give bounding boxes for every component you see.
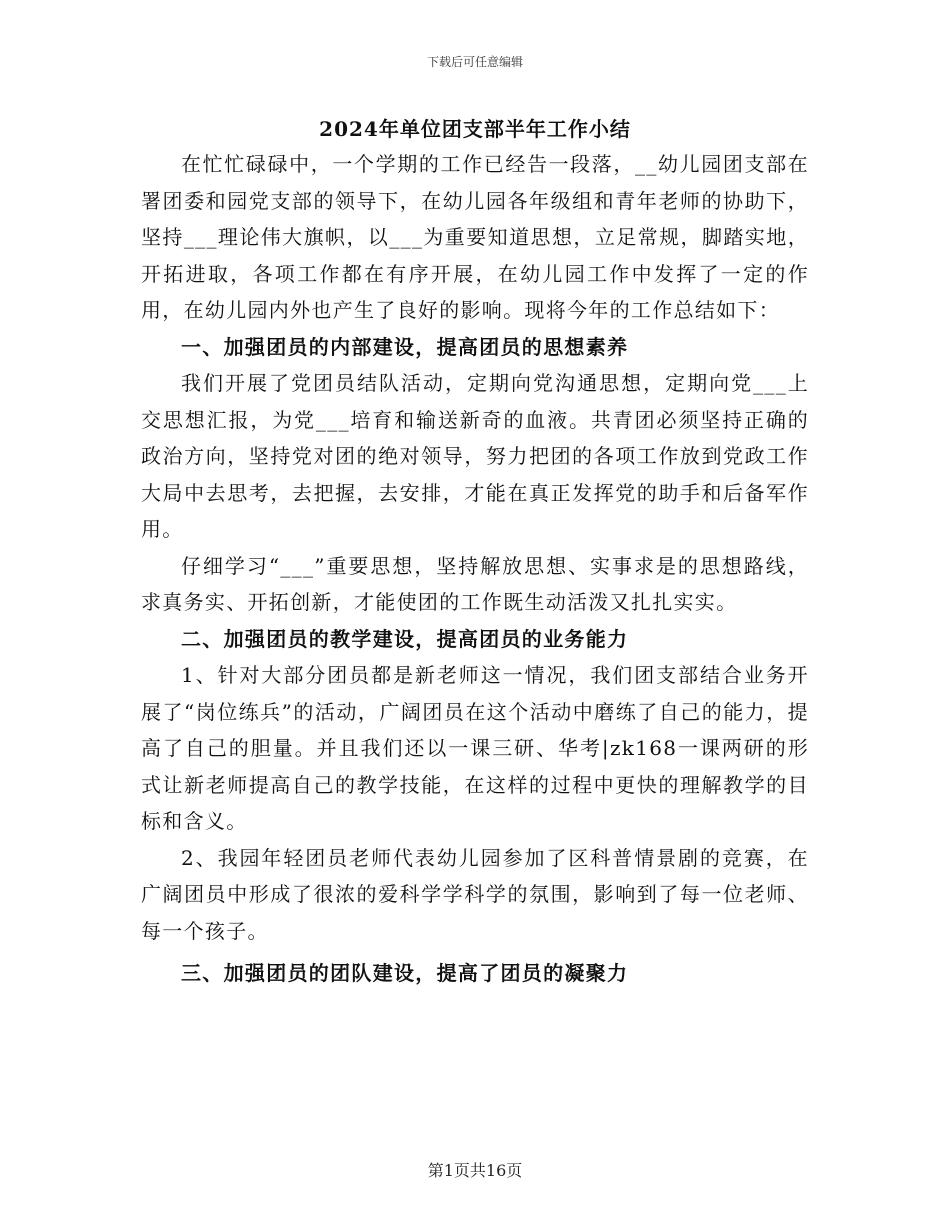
section-2-paragraph-2: 2、我园年轻团员老师代表幼儿园参加了区科普情景剧的竞赛，在广阔团员中形成了很浓的爱科学学科学的氛围，影响到了每一位老师、每一个孩子。 [141, 845, 809, 943]
section-1-paragraph-1: 我们开展了党团员结队活动，定期向党沟通思想，定期向党___上交思想汇报，为党___培育和输送新奇的血液。共青团必须坚持正确的政治方向，坚持党对团的绝对领导，努力把团的各项工作放到党政工作大局中去思考，去把握，去安排，才能在真正发挥党的助手和后备军作用。 [141, 371, 809, 541]
section-2-paragraph-1: 1、针对大部分团员都是新老师这一情况，我们团支部结合业务开展了“岗位练兵”的活动，广阔团员在这个活动中磨练了自己的能力，提高了自己的胆量。并且我们还以一课三研、华考|zk168一课两研的形式让新老师提高自己的教学技能，在这样的过程中更快的理解教学的目标和含义。 [141, 663, 809, 833]
intro-paragraph: 在忙忙碌碌中，一个学期的工作已经告一段落，__幼儿园团支部在署团委和园党支部的领导下，在幼儿园各年级组和青年老师的协助下，坚持___理论伟大旗帜，以___为重要知道思想，立足常规，脚踏实地，开拓进取，各项工作都在有序开展，在幼儿园工作中发挥了一定的作用，在幼儿园内外也产生了良好的影响。现将今年的工作总结如下： [141, 152, 809, 322]
document-body [141, 146, 809, 992]
page-number-footer: 第1页共16页 [427, 1161, 523, 1180]
document-title: 2024年单位团支部半年工作小结 [319, 117, 631, 141]
section-1-paragraph-2: 仔细学习“___”重要思想，坚持解放思想、实事求是的思想路线，求真务实、开拓创新，才能使团的工作既生动活泼又扎扎实实。 [141, 553, 809, 614]
section-2-heading: 二、加强团员的教学建设，提高团员的业务能力 [181, 626, 629, 651]
page-header-note: 下载后可任意编辑 [426, 55, 523, 69]
section-1-heading: 一、加强团员的内部建设，提高团员的思想素养 [181, 334, 629, 359]
section-3-heading: 三、加强团员的团队建设，提高了团员的凝聚力 [181, 961, 629, 985]
